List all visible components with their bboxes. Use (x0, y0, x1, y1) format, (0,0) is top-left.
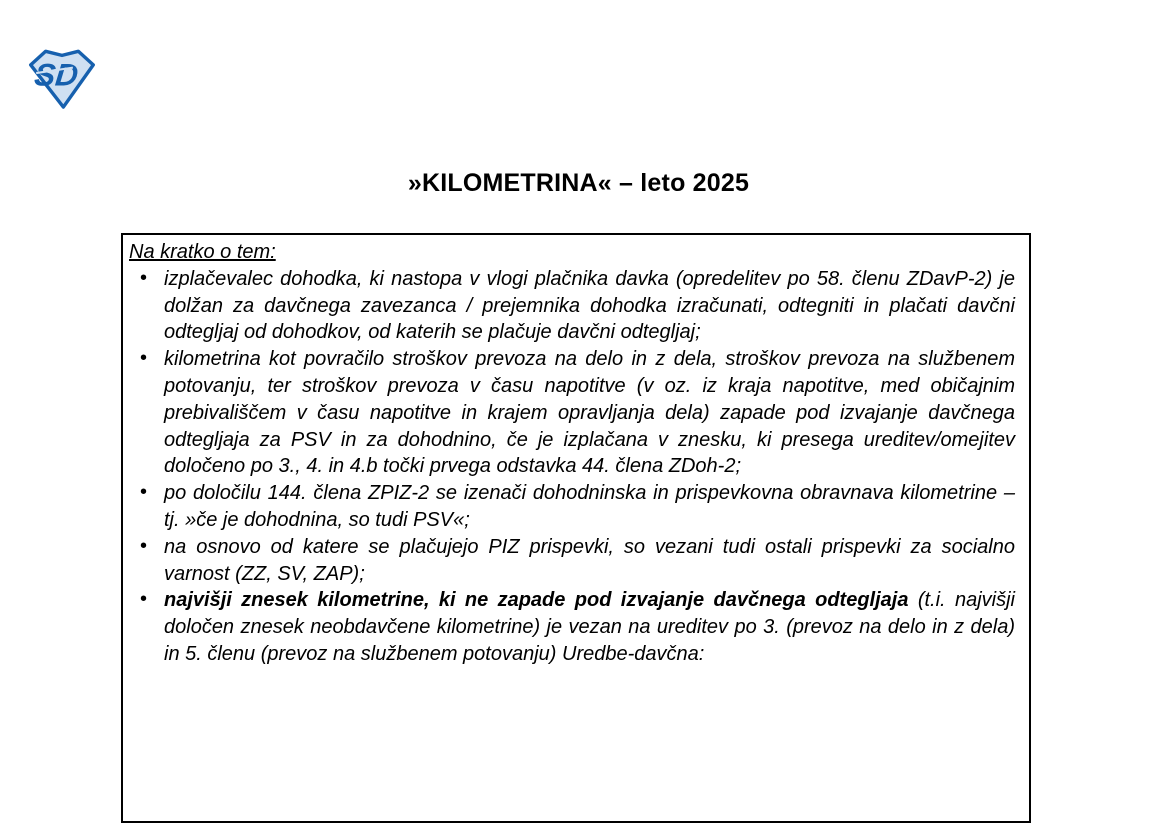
bullet-icon: • (140, 481, 148, 504)
bullet-text: na osnovo od katere se plačujejo PIZ prispevki, so vezani tudi ostali prispevki za socialno varnost (ZZ, SV, ZAP); (164, 535, 1015, 585)
bullet-item (123, 346, 1015, 480)
bullet-icon: • (140, 588, 148, 611)
bullet-text-bold: najvišji znesek kilometrine, ki ne zapade pod izvajanje davčnega odtegljaja (164, 589, 909, 612)
bullet-icon: • (140, 266, 148, 289)
bullet-item (123, 480, 1015, 534)
sd-logo-icon (28, 46, 96, 111)
bullet-icon: • (140, 347, 148, 370)
bullet-text: izplačevalec dohodka, ki nastopa v vlogi plačnika davka (opredelitev po 58. členu ZDavP-2) je dolžan za davčnega zavezanca / prejemnika dohodka izračunati, odtegniti in plačati davčni odtegljaj od dohodkov, od katerih se plačuje davčni odtegljaj; (164, 267, 1015, 344)
bullet-text: kilometrina kot povračilo stroškov prevoza na delo in z dela, stroškov prevoza na službenem potovanju, ter stroškov prevoza v času napotitve (v oz. iz kraja napotitve, med običajnim prebivališčem v času napotitve in krajem opravljanja dela) zapade pod izvajanje davčnega odtegljaja za PSV in za dohodnino, če je izplačana v znesku, ki presega ureditev/omejitev določeno po 3., 4. in 4.b točki prvega odstavka 44. člena ZDoh-2; (164, 348, 1015, 478)
bullet-list (123, 266, 1015, 668)
sd-logo-letters: SD (32, 57, 80, 93)
bullet-item (123, 266, 1015, 346)
page-title: »KILOMETRINA« – leto 2025 (407, 168, 750, 197)
info-box-heading: Na kratko o tem: (129, 241, 276, 263)
bullet-text: (t.i. najvišji določen znesek neobdavčene kilometrine) je vezan na ureditev po 3. (prevoz na delo in z dela) in 5. členu (prevoz na službenem potovanju) Uredbe-davčna: (164, 589, 1015, 665)
bullet-icon: • (140, 534, 148, 557)
bullet-item (123, 587, 1015, 667)
bullet-item (123, 534, 1015, 588)
info-box (121, 233, 1031, 823)
bullet-text: po določilu 144. člena ZPIZ-2 se izenači dohodninska in prispevkovna obravnava kilometrine – tj. »če je dohodnina, so tudi PSV«; (164, 482, 1015, 531)
